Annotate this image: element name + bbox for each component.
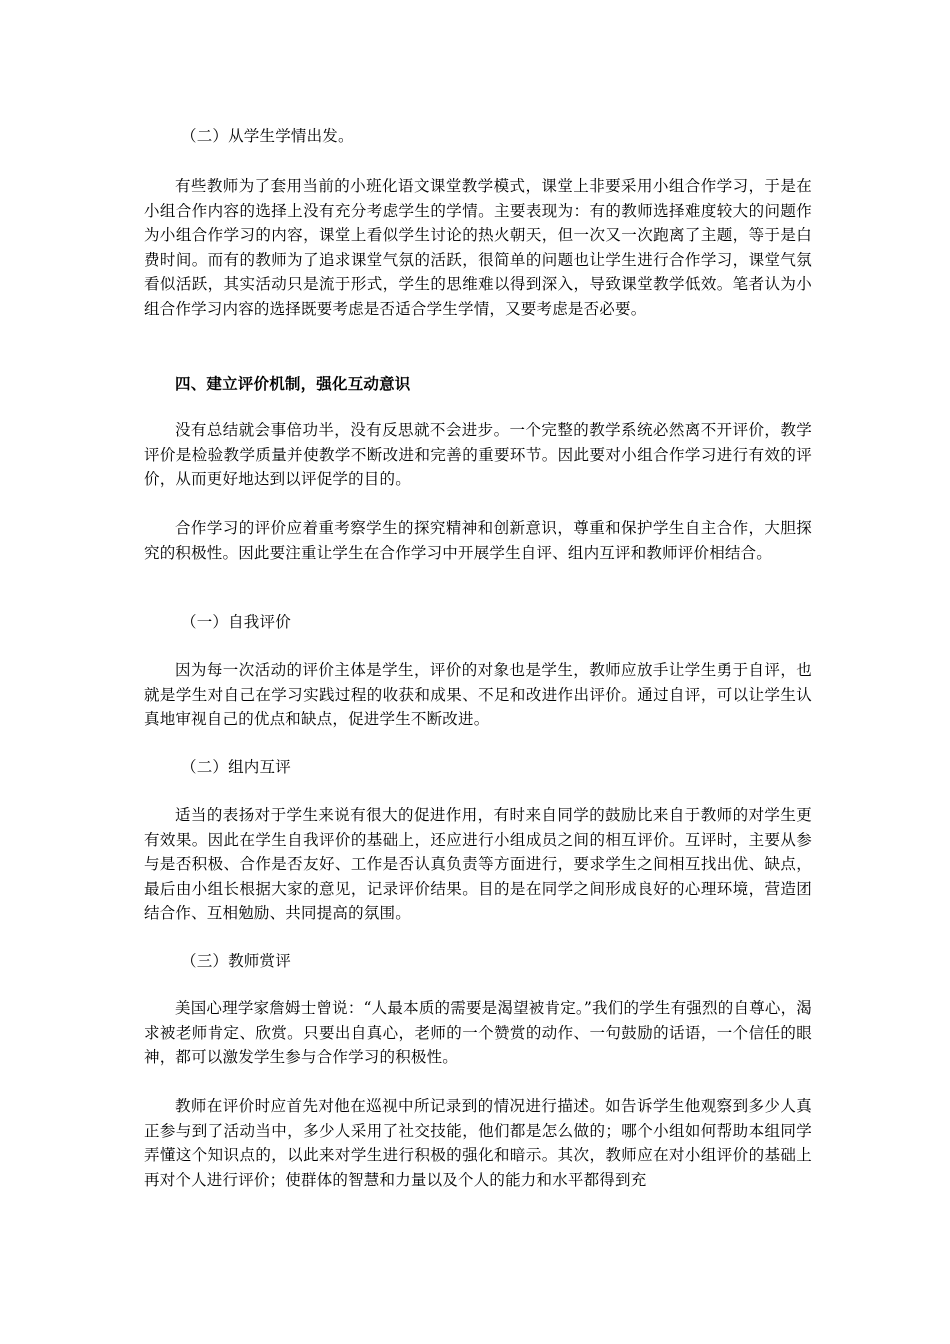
- subheading-teacher-evaluation: （三）教师赏评: [181, 952, 291, 970]
- section-heading-four: 四、建立评价机制，强化互动意识: [175, 375, 411, 393]
- subheading-peer-evaluation: （二）组内互评: [181, 758, 291, 776]
- subheading-self-evaluation: （一）自我评价: [181, 613, 291, 631]
- paragraph-cooperation: 合作学习的评价应着重考察学生的探究精神和创新意识，尊重和保护学生自主合作，大胆探究的积极性。因此要注重让学生在合作学习中开展学生自评、组内互评和教师评价相结合。: [144, 519, 812, 562]
- paragraph-self-evaluation: 因为每一次活动的评价主体是学生，评价的对象也是学生，教师应放手让学生勇于自评，也就是学生对自己在学习实践过程的收获和成果、不足和改进作出评价。通过自评，可以让学生认真地审视自己的优点和缺点，促进学生不断改进。: [144, 661, 812, 728]
- paragraph-teacher-evaluation-1: 美国心理学家詹姆士曾说：“人最本质的需要是渴望被肯定。”我们的学生有强烈的自尊心，渴求被老师肯定、欣赏。只要出自真心，老师的一个赞赏的动作、一句鼓励的话语，一个信任的眼神，都可以激发学生参与合作学习的积极性。: [144, 999, 812, 1066]
- paragraph-summary: 没有总结就会事倍功半，没有反思就不会进步。一个完整的教学系统必然离不开评价，教学评价是检验教学质量并使教学不断改进和完善的重要环节。因此要对小组合作学习进行有效的评价，从而更好地达到以评促学的目的。: [144, 421, 812, 488]
- paragraph-teacher-evaluation-2: 教师在评价时应首先对他在巡视中所记录到的情况进行描述。如告诉学生他观察到多少人真正参与到了活动当中，多少人采用了社交技能，他们都是怎么做的；哪个小组如何帮助本组同学弄懂这个知识点的，以此来对学生进行积极的强化和暗示。其次，教师应在对小组评价的基础上再对个人进行评价；使群体的智慧和力量以及个人的能力和水平都得到充: [144, 1097, 812, 1189]
- subheading-learning-situation: （二）从学生学情出发。: [181, 127, 354, 145]
- paragraph-learning-situation: 有些教师为了套用当前的小班化语文课堂教学模式，课堂上非要采用小组合作学习，于是在小组合作内容的选择上没有充分考虑学生的学情。主要表现为：有的教师选择难度较大的问题作为小组合作学习的内容，课堂上看似学生讨论的热火朝天，但一次又一次跑离了主题，等于是白费时间。而有的教师为了追求课堂气氛的活跃，很简单的问题也让学生进行合作学习，课堂气氛看似活跃，其实活动只是流于形式，学生的思维难以得到深入，导致课堂教学低效。笔者认为小组合作学习内容的选择既要考虑是否适合学生学情，又要考虑是否必要。: [144, 177, 812, 318]
- paragraph-peer-evaluation: 适当的表扬对于学生来说有很大的促进作用，有时来自同学的鼓励比来自于教师的对学生更有效果。因此在学生自我评价的基础上，还应进行小组成员之间的相互评价。互评时，主要从参与是否积极、合作是否友好、工作是否认真负责等方面进行，要求学生之间相互找出优、缺点，最后由小组长根据大家的意见，记录评价结果。目的是在同学之间形成良好的心理环境，营造团结合作、互相勉励、共同提高的氛围。: [144, 806, 812, 922]
